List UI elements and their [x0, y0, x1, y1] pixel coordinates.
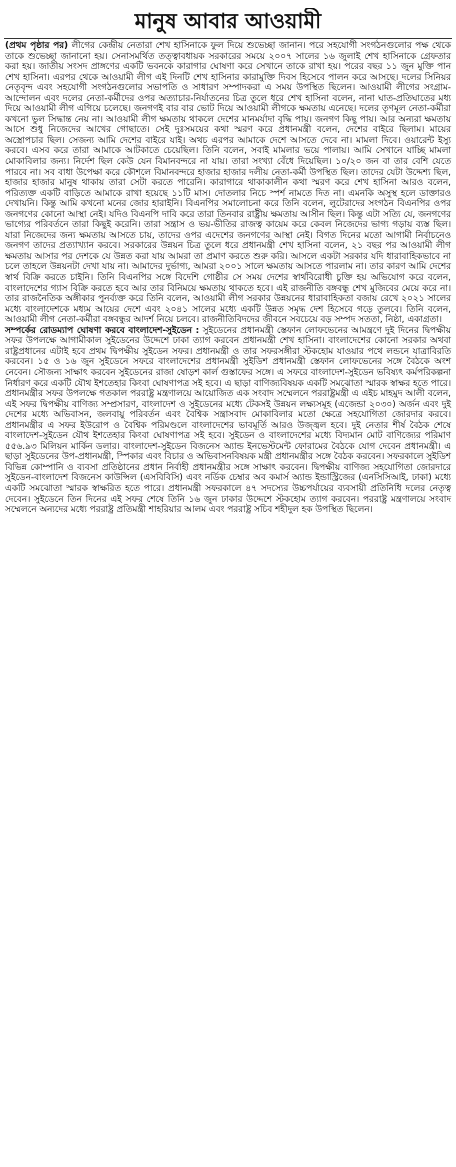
paragraph-1-text: লীগের কেন্দ্রীয় নেতারা শেখ হাসিনাকে ফুল দিয়ে শুভেচ্ছা জানান। পরে সহযোগী সংগঠনগুলোর পক্ষ থেকে তাকে শুভেচ্ছা জানানো হয়। সেনাসমর্থিত তত্ত্বাবধায়ক সরকারের সময়ে ২০০৭ সালের ১৬ জুলাই শেখ হাসিনাকে গ্রেফতার করা হয়। জাতীয় সংসদ প্রাঙ্গণের একটি ভবনকে কারাগার ঘোষণা করে সেখানে তাকে রাখা হয়। পরের বছর ১১ জুন মুক্তি পান শেখ হাসিনা। এরপর থেকে আওয়ামী লীগ এই দিনটি শেখ হাসিনার কারামুক্তি দিবস হিসেবে পালন করে আসছে। দলের সিনিয়র নেতৃবৃন্দ এবং সহযোগী সংগঠনগুলোর সভাপতি ও সাধারণ সম্পাদকরা এ সময় উপস্থিত ছিলেন। আওয়ামী লীগের সংগ্রাম-আন্দোলন এবং দলের নেতা-কর্মীদের ওপর অত্যাচার-নির্যাতনের চিত্র তুলে ধরে শেখ হাসিনা বলেন, নানা ঘাত-প্রতিঘাতের মধ্য দিয়ে আওয়ামী লীগ এগিয়ে চলেছে। জনগণই বার বার ভোট দিয়ে আওয়ামী লীগকে ক্ষমতায় এনেছে। দলের তৃণমূল নেতা-কর্মীরা কখনো ভুল সিদ্ধান্ত নেয় না। আওয়ামী লীগ ক্ষমতায় থাকলে দেশের মানমর্যাদা বৃদ্ধি পায়। জনগণ কিছু পায়। আর অন্যরা ক্ষমতায় আসে শুধু নিজেদের আখের গোছাতে। সেই দুঃসময়ের কথা স্মরণ করে প্রধানমন্ত্রী বলেন, দেশের বাইরে ছিলাম। মায়ের অস্ত্রোপচার ছিল। সেজন্য আমি দেশের বাইরে যাই। অথচ এরপর আমাকে দেশে আসতে দেবে না। মামলা দিবে। ওয়ারেন্ট ইস্যু করবে। এসব করে তারা আমাকে আটকাতে চেয়েছিল। তিনি বলেন, সবাই মামলার ভয়ে পালায়। আমি সেখানে যাচ্ছি মামলা মোকাবিলার জন্য। নির্দেশ ছিল কেউ যেন বিমানবন্দরে না যায়। তারা সংখ্যা বেঁধে দিয়েছিল। ১০/২০ জন বা তার বেশি যেতে পারবে না। সব বাধা উপেক্ষা করে কৌশলে বিমানবন্দরে হাজার হাজার দলীয় নেতা-কর্মী উপস্থিত ছিল। তাদের যেটা উদ্দেশ্য ছিল, হাজার হাজার মানুষ থাকায় তারা সেটা করতে পারেনি। কারাগারে থাকাকালীন কথা স্মরণ করে শেখ হাসিনা আরও বলেন, পরিত্যক্ত একটি বাড়িতে আমাকে রাখা হয়েছে ১১টি মাস। দোতলার নিচে স্পর্শ নামতে দিত না। এমনকি অসুস্থ হলে ডাক্তারও দেখায়নি। কিন্তু আমি কখনো মনের জোর হারাইনি। বিএনপির সমালোচনা করে তিনি বলেন, লুটেরাদের সংগঠন বিএনপির ওপর জনগণের কোনো আস্থা নেই। যদিও বিএনপি দাবি করে তারা তিনবার রাষ্ট্রীয় ক্ষমতায় আসীন ছিল। কিন্তু এটা সত্যি যে, জনগণের ভাগ্যের পরিবর্তনে তারা কিছুই করেনি। তারা সন্ত্রাস ও ভয়-ভীতির রাজত্ব কায়েম করে কেবল নিজেদের ভাগ্য গড়ায় ব্যস্ত ছিল। যারা নিজেদের জন্য ক্ষমতায় আসতে চায়, তাদের ওপর এদেশের জনগণের আস্থা নেই। বিগত দিনের মতো আগামী নির্বাচনেও জনগণ তাদের প্রত্যাখ্যান করবে। সরকারের উন্নয়ন চিত্র তুলে ধরে প্রধানমন্ত্রী শেখ হাসিনা বলেন, ২১ বছর পর আওয়ামী লীগ ক্ষমতায় আসার পর দেশকে যে উন্নত করা যায় আমরা তা প্রমাণ করতে শুরু করি। আসলে একটা সরকার যদি ধারাবাহিকভাবে না চলে তাহলে উন্নয়নটা দেখা যায় না। আমাদের দুর্ভাগ্য, আমরা ২০০১ সালে ক্ষমতায় আসতে পারলাম না। তার কারণ আমি দেশের স্বার্থ বিক্রি করতে চাইনি। তিনি বিএনপির সঙ্গে বিদেশি গোষ্ঠীর সে সময় দেশের স্বার্থবিরোধী চুক্তি হয় অভিযোগ করে বলেন, বাংলাদেশের গ্যাস বিক্রি করতে হবে আর তার বিনিময়ে ক্ষমতায় থাকতে হবে। এই রাজনীতি বঙ্গবন্ধু শেখ মুজিবের মেয়ে করে না। তার রাজনৈতিক অঙ্গীকার পুনর্ব্যক্ত করে তিনি বলেন, আওয়ামী লীগ সরকার উন্নয়নের ধারাবাহিকতা বজায় রেখে ২০২১ সালের মধ্যে বাংলাদেশকে মধ্যম আয়ের দেশে এবং ২০৪১ সালের মধ্যে একটি উন্নত সমৃদ্ধ দেশ হিসেবে গড়ে তুলবে। তিনি বলেন, আওয়ামী লীগ নেতা-কর্মীরা বঙ্গবন্ধুর আদর্শ নিয়ে চলবে। রাজনীতিবিদদের জীবনে সবচেয়ে বড় সম্পদ সততা, নিষ্ঠা, একাগ্রতা। [5, 41, 451, 326]
page-header-strip [0, 0, 456, 8]
paragraph-2-text: সুইডেনের প্রধানমন্ত্রী স্তেফান লোফভেনের আমন্ত্রণে দুই দিনের দ্বিপক্ষীয় সফর উপলক্ষে আগামীকাল সুইডেনের উদ্দেশে ঢাকা ত্যাগ করবেন প্রধানমন্ত্রী শেখ হাসিনা। বাংলাদেশের কোনো সরকার অথবা রাষ্ট্রপ্রধানের এটাই হবে প্রথম দ্বিপক্ষীয় সুইডেন সফর। প্রধানমন্ত্রী ও তার সফরসঙ্গীরা স্টকহোম যাওয়ার পথে লন্ডনে যাত্রাবিরতি করবেন। ১৫ ও ১৬ জুন সুইডেনে সফরে বাংলাদেশের প্রধানমন্ত্রী সুইডিশ প্রধানমন্ত্রী স্তেফান লোফভেনের সঙ্গে বৈঠকে অংশ নেবেন। সৌজন্য সাক্ষাৎ করবেন সুইডেনের রাজা ষোড়শ কার্ল গুস্তাফের সঙ্গে। এ সফরে বাংলাদেশ-সুইডেন ভবিষ্যৎ কর্মপরিকল্পনা নির্ধারণ করে একটি যৌথ ইশতেহার কিংবা ঘোষণাপত্র সই হবে। এ ছাড়া বাণিজ্যবিষয়ক একটি সমঝোতা স্মারক স্বাক্ষর হতে পারে। প্রধানমন্ত্রীর সফর উপলক্ষে গতকাল পররাষ্ট্র মন্ত্রণালয়ে আয়োজিত এক সংবাদ সম্মেলনে পররাষ্ট্রমন্ত্রী এ এইচ মাহমুদ আলী বলেন, এই সফর দ্বিপক্ষীয় বাণিজ্য সম্প্রসারণ, বাংলাদেশ ও সুইডেনের মধ্যে টেকসই উন্নয়ন লক্ষ্যসমূহ (এজেন্ডা ২০৩০) অর্জন এবং দুই দেশের মধ্যে অভিবাসন, জলবায়ু পরিবর্তন এবং বৈশ্বিক সন্ত্রাসবাদ মোকাবিলার মতো ক্ষেত্রে সহযোগিতা জোরদার করবে। প্রধানমন্ত্রীর এ সফর ইউরোপ ও বৈশ্বিক পরিমণ্ডলে বাংলাদেশের ভাবমূর্তি আরও উজ্জ্বল হবে। দুই নেতার শীর্ষ বৈঠক শেষে বাংলাদেশ-সুইডেন যৌথ ইশতেহার কিংবা ঘোষণাপত্র সই হবে। সুইডেন ও বাংলাদেশের মধ্যে বিদ্যমান মোট বাণিজ্যের পরিমাণ ৫৫৬.৯৩ মিলিয়ন মার্কিন ডলার। বাংলাদেশ-সুইডেন বিজনেস অ্যান্ড ইনভেস্টমেন্ট ফোরামের বৈঠকে যোগ দেবেন প্রধানমন্ত্রী। এ ছাড়া সুইডেনের উপ-প্রধানমন্ত্রী, স্পিকার এবং বিচার ও অভিবাসনবিষয়ক মন্ত্রী প্রধানমন্ত্রীর সঙ্গে বৈঠক করবেন। সফরকালে সুইডিশ বিভিন্ন কোম্পানি ও ব্যবসা প্রতিষ্ঠানের প্রধান নির্বাহী প্রধানমন্ত্রীর সঙ্গে সাক্ষাৎ করবেন। দ্বিপক্ষীয় বাণিজ্য সহযোগিতা জোরদারে সুইডেন-বাংলাদেশ বিজনেস কাউন্সিল (এসবিবিসি) এবং নর্ডিক চেম্বার অব কমার্স অ্যান্ড ইন্ডাস্ট্রিজের (এনসিসিআই, ঢাকা) মধ্যে একটি সমঝোতা স্মারক স্বাক্ষরিত হতে পারে। প্রধানমন্ত্রী সফরকালে ৪৭ সদস্যের উচ্চপর্যায়ের ব্যবসায়ী প্রতিনিধি দলের নেতৃত্ব দেবেন। সুইডেনে তিন দিনের এই সফর শেষে তিনি ১৬ জুন ঢাকার উদ্দেশে স্টকহোম ত্যাগ করবেন। পররাষ্ট্র মন্ত্রণালয়ে সংবাদ সম্মেলনে অন্যদের মধ্যে পররাষ্ট্র প্রতিমন্ত্রী শাহরিয়ার আলম এবং পররাষ্ট্র সচিব শহীদুল হক উপস্থিত ছিলেন। [5, 325, 451, 516]
headline: মানুষ আবার আওয়ামী [4, 8, 452, 39]
continuation-label: (প্রথম পৃষ্ঠার পর) [5, 41, 69, 51]
paragraph-2 [5, 326, 451, 516]
paragraph-1 [5, 41, 451, 326]
article-body [0, 39, 456, 516]
section-subheading: সম্পর্কের রোডম্যাপ ঘোষণা করবে বাংলাদেশ-সুইডেন : [5, 325, 200, 336]
